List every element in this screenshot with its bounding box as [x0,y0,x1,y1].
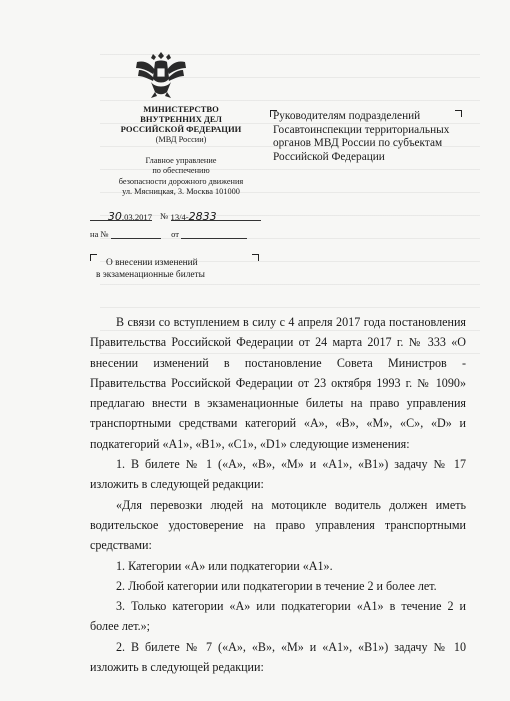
ministry-line-2: ВНУТРЕННИХ ДЕЛ [140,114,222,125]
date-number-line [90,210,280,221]
body-paragraph-1: В связи со вступлением в силу с 4 апреля 2017 года постановления Правительства Российской Федерации от 24 марта 2017 г. № 333 «О внесении изменений в постановление Совета Министров - Правительства Российской Федерации от 23 октября 1993 г. № 1090» предлагаю внести в экзаменационные билеты на право управления транспортными средствами категорий «А», «В», «М», «С», «D» и подкатегорий «А1», «В1», «С1», «D1» следующие изменения: [90,315,466,451]
ministry-line-3: РОССИЙСКОЙ ФЕДЕРАЦИИ [120,124,242,135]
number-label: № [160,211,169,221]
ot-label: от [171,229,180,239]
body-paragraph-4: 1. Категории «А» или подкатегории «А1». [116,558,333,573]
body-paragraph-5: 2. Любой категории или подкатегории в течение 2 и более лет. [116,578,437,593]
ot-field [181,228,247,239]
addressee-block: Руководителям подразделений Госавтоинспекции территориальных органов МВД России по субъектам Российской Федерации [273,110,450,163]
number-field [171,210,261,221]
department-line-3: безопасности дорожного движения [118,176,244,186]
letter-body [90,312,466,677]
department-name [96,156,266,198]
department-line-2: по обеспечению [152,166,210,176]
date-day-handwritten: 30 [107,210,122,223]
body-paragraph-7: 2. В билете № 7 («А», «В», «М» и «А1», «В1») задачу № 10 изложить в следующей редакции: [90,639,466,675]
number-prefix: 13/4- [170,212,189,222]
double-headed-eagle-emblem [133,48,189,100]
body-paragraph-6: 3. Только категории «А» или подкатегории «А1» в течение 2 и более лет.»; [90,599,466,634]
number-handwritten: 2833 [188,210,217,223]
ministry-short-name: (МВД России) [155,134,207,144]
ministry-name [96,104,266,145]
reference-line [90,228,280,239]
department-line-1: Главное управление [145,156,217,165]
date-field [90,210,152,221]
body-paragraph-3: «Для перевозки людей на мотоцикле водитель должен иметь водительское удостоверение на право управления транспортными средствами: [90,497,466,553]
na-label: на № [90,229,109,239]
na-field [111,228,161,239]
date-rest: .03.2017 [121,212,152,222]
subject-line-2: в экзаменационные билеты [96,269,205,280]
ministry-line-1: МИНИСТЕРСТВО [143,104,219,114]
body-paragraph-2: 1. В билете № 1 («А», «В», «М» и «А1», «В1») задачу № 17 изложить в следующей редакции: [90,457,466,492]
subject-line [96,258,266,281]
subject-line-1: О внесении изменений [106,258,198,268]
department-address: ул. Мясницкая, 3. Москва 101000 [122,187,240,197]
